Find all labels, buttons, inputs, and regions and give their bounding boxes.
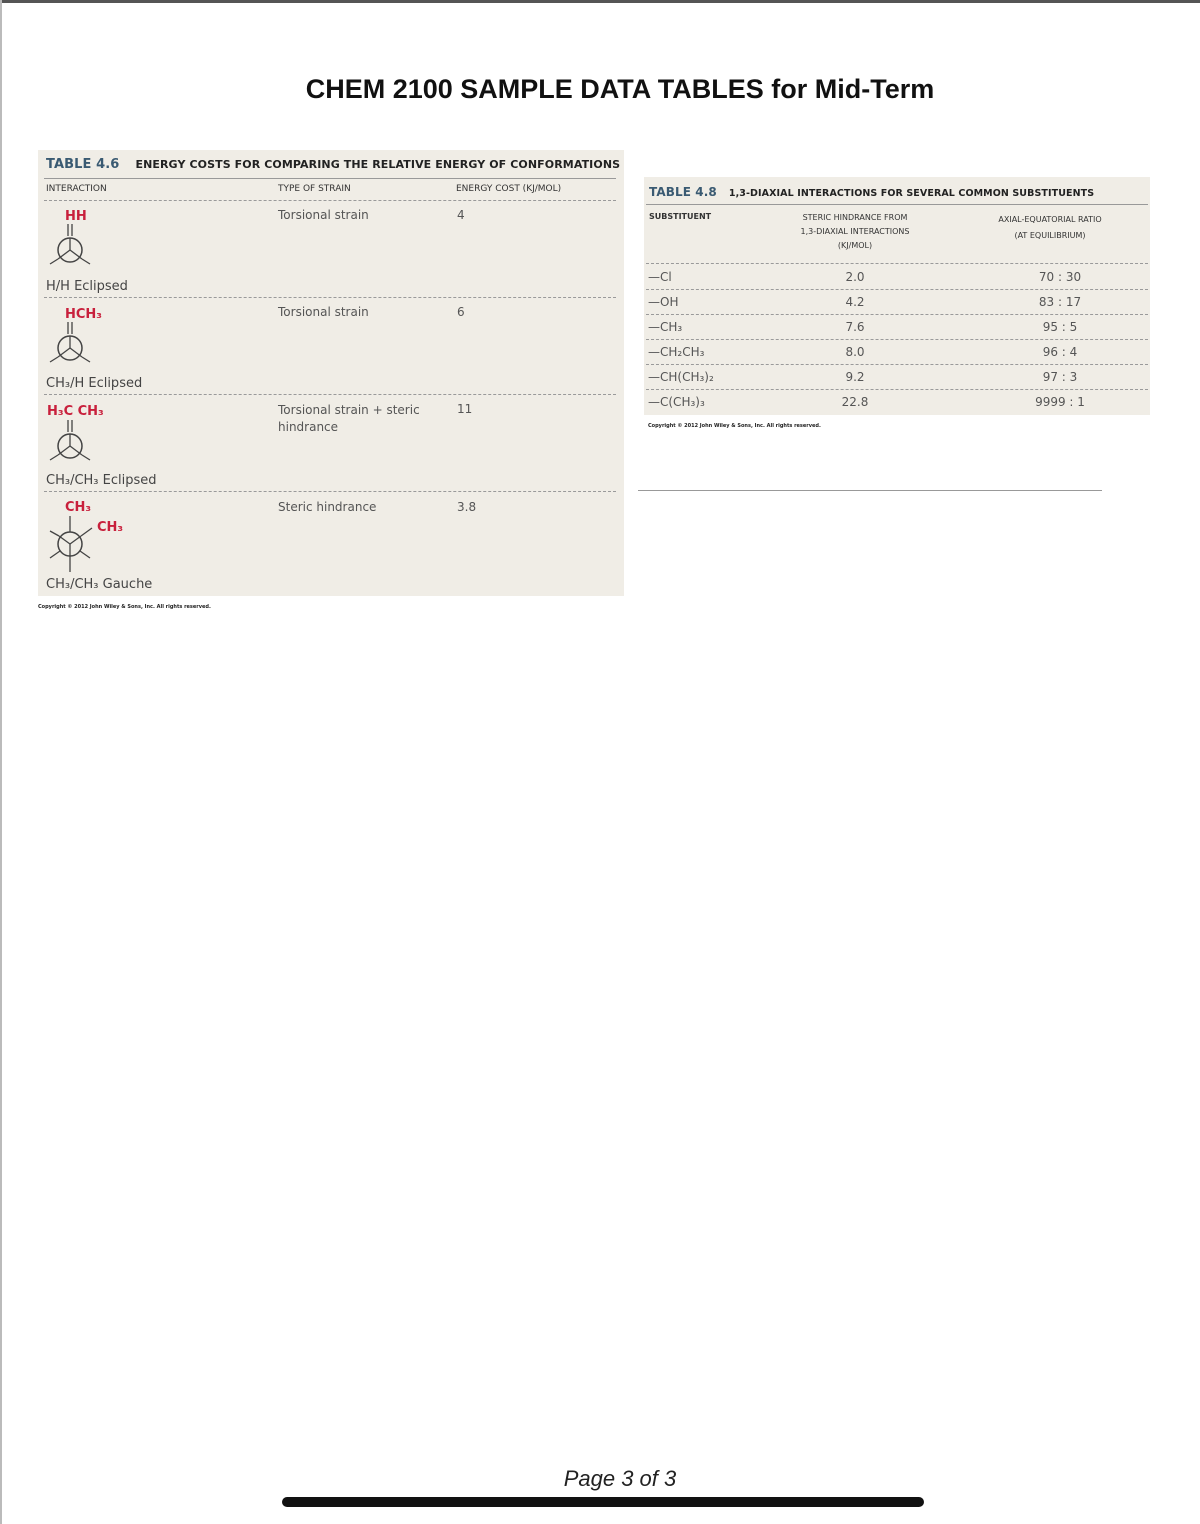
cost-cell: 3.8 bbox=[457, 500, 477, 514]
column-header: (KJ/MOL) bbox=[837, 241, 873, 250]
interaction-label: H/H Eclipsed bbox=[46, 279, 128, 294]
column-header: TYPE OF STRAIN bbox=[278, 184, 351, 194]
table-title: ENERGY COSTS FOR COMPARING THE RELATIVE ENERGY OF CONFORMATIONS bbox=[135, 158, 621, 171]
ratio-header bbox=[960, 211, 1140, 243]
formula-label: HH bbox=[65, 209, 87, 224]
steric-cell: 22.8 bbox=[841, 395, 869, 409]
steric-cell: 9.2 bbox=[845, 370, 865, 384]
newman-projection-icon bbox=[46, 418, 96, 468]
formula-label: CH₃ bbox=[97, 520, 124, 535]
steric-cell: 2.0 bbox=[845, 270, 865, 284]
newman-projection-icon bbox=[46, 222, 96, 272]
ratio-cell: 9999 : 1 bbox=[1035, 395, 1085, 409]
strain-cell: Torsional strain bbox=[278, 208, 369, 222]
divider bbox=[638, 490, 1102, 491]
divider bbox=[646, 339, 1148, 340]
strain-cell: Torsional strain bbox=[278, 305, 369, 319]
interaction-label: CH₃/H Eclipsed bbox=[46, 376, 143, 391]
steric-cell: 7.6 bbox=[845, 320, 865, 334]
table-title: 1,3-DIAXIAL INTERACTIONS FOR SEVERAL COMMON SUBSTITUENTS bbox=[728, 188, 1095, 199]
top-border bbox=[0, 0, 1200, 3]
divider bbox=[44, 297, 616, 298]
cost-cell: 11 bbox=[457, 402, 473, 416]
table-4-6-caption bbox=[46, 157, 620, 172]
column-header: SUBSTITUENT bbox=[649, 212, 712, 221]
copyright-note: Copyright © 2012 John Wiley & Sons, Inc. All rights reserved. bbox=[38, 604, 211, 610]
home-indicator-bar[interactable] bbox=[282, 1497, 924, 1507]
formula-label: H₃C CH₃ bbox=[47, 404, 104, 419]
ratio-cell: 70 : 30 bbox=[1038, 270, 1082, 284]
substituent-cell: —CH₂CH₃ bbox=[648, 345, 705, 359]
column-header: 1,3-DIAXIAL INTERACTIONS bbox=[800, 227, 910, 236]
divider bbox=[646, 289, 1148, 290]
table-number: TABLE 4.6 bbox=[46, 157, 120, 172]
formula-label: CH₃ bbox=[65, 500, 92, 515]
divider bbox=[44, 200, 616, 201]
steric-cell: 4.2 bbox=[845, 295, 865, 309]
ratio-cell: 97 : 3 bbox=[1042, 370, 1078, 384]
strain-cell: Torsional strain + steric hindrance bbox=[278, 403, 420, 434]
substituent-cell: —CH(CH₃)₂ bbox=[648, 370, 714, 384]
cost-cell: 4 bbox=[457, 208, 465, 222]
substituent-cell: —Cl bbox=[648, 270, 672, 284]
divider bbox=[646, 204, 1148, 205]
ratio-cell: 83 : 17 bbox=[1038, 295, 1082, 309]
divider bbox=[646, 389, 1148, 390]
table-4-8-caption bbox=[649, 185, 1094, 199]
ratio-cell: 96 : 4 bbox=[1042, 345, 1078, 359]
page-title: CHEM 2100 SAMPLE DATA TABLES for Mid-Term bbox=[305, 74, 935, 104]
divider bbox=[44, 394, 616, 395]
strain-cell: Steric hindrance bbox=[278, 500, 377, 514]
divider bbox=[646, 263, 1148, 264]
formula-label: HCH₃ bbox=[65, 307, 102, 322]
substituent-cell: —CH₃ bbox=[648, 320, 683, 334]
divider bbox=[44, 491, 616, 492]
column-header: AXIAL-EQUATORIAL RATIO bbox=[998, 215, 1102, 224]
column-header: ENERGY COST (KJ/MOL) bbox=[456, 184, 562, 194]
substituent-cell: —OH bbox=[648, 295, 679, 309]
column-header: STERIC HINDRANCE FROM bbox=[802, 213, 908, 222]
steric-header bbox=[760, 211, 950, 253]
column-header: INTERACTION bbox=[46, 184, 107, 194]
steric-cell: 8.0 bbox=[845, 345, 865, 359]
cost-cell: 6 bbox=[457, 305, 465, 319]
newman-projection-icon bbox=[46, 514, 100, 576]
divider bbox=[44, 178, 616, 179]
divider bbox=[646, 314, 1148, 315]
column-header: (AT EQUILIBRIUM) bbox=[1014, 231, 1086, 240]
copyright-note: Copyright © 2012 John Wiley & Sons, Inc. All rights reserved. bbox=[648, 423, 821, 429]
table-number: TABLE 4.8 bbox=[649, 185, 717, 199]
ratio-cell: 95 : 5 bbox=[1042, 320, 1078, 334]
substituent-cell: —C(CH₃)₃ bbox=[648, 395, 705, 409]
interaction-label: CH₃/CH₃ Gauche bbox=[46, 577, 153, 592]
interaction-label: CH₃/CH₃ Eclipsed bbox=[46, 473, 157, 488]
newman-projection-icon bbox=[46, 320, 96, 370]
left-border bbox=[0, 0, 2, 1524]
divider bbox=[646, 364, 1148, 365]
page-indicator: Page 3 of 3 bbox=[563, 1466, 677, 1491]
